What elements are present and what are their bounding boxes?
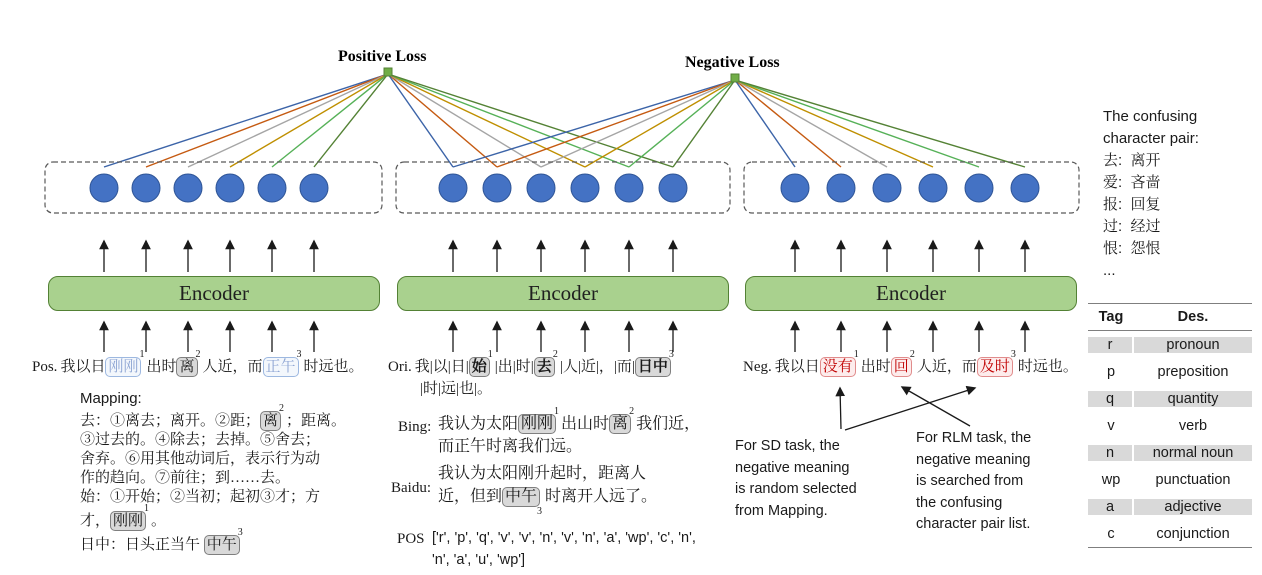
- seg: |出|时|: [494, 359, 534, 375]
- negative-loss-label: Negative Loss: [685, 54, 780, 71]
- ori-label: Ori.: [388, 359, 412, 375]
- embedding-circles: [90, 174, 1039, 202]
- sd-note-line: negative meaning: [735, 459, 850, 476]
- ori-token-1: [469, 357, 490, 377]
- seg: 中午: [206, 537, 237, 553]
- tag-cell: n: [1088, 445, 1134, 461]
- seg: 中午: [505, 488, 538, 505]
- seg: 人近，而: [916, 359, 977, 375]
- rlm-note: [916, 428, 1031, 536]
- rlm-note-line: character pair list.: [916, 516, 1031, 532]
- encoder-middle: Encoder: [397, 276, 729, 311]
- pos-tags-text: [432, 527, 696, 571]
- encoder-input-arrows: [104, 322, 1025, 352]
- seg: 出时: [860, 359, 891, 375]
- mapping-token-ganggang: [110, 511, 146, 531]
- neg-token-1: [820, 357, 856, 377]
- rlm-note-line: negative meaning: [916, 451, 1031, 468]
- table-row: [1088, 520, 1252, 547]
- ori-token-3: [635, 357, 671, 377]
- seg: 刚刚: [521, 415, 554, 433]
- rlm-note-line: is searched from: [916, 473, 1024, 489]
- seg: 时远也。: [1017, 359, 1078, 375]
- mapping-line: [80, 527, 390, 555]
- seg: 去：①离去；离开。②距；: [80, 413, 261, 429]
- seg: 我以日: [774, 359, 820, 375]
- positive-loss-lines: [104, 74, 673, 167]
- seg: 才，: [80, 513, 111, 529]
- pos-tags-label: POS: [397, 531, 425, 547]
- marker-2: 2: [552, 349, 558, 360]
- note-arrows: [840, 387, 975, 430]
- marker-1: 1: [487, 349, 493, 360]
- encoder-left: Encoder: [48, 276, 380, 311]
- seg: ；距离。: [286, 413, 347, 429]
- seg: 没有: [822, 359, 853, 375]
- seg: 我|以|日|: [414, 359, 469, 375]
- seg: |人|近|，|而|: [559, 359, 635, 375]
- mapping-title: Mapping:: [80, 390, 142, 407]
- seg: 近，但到: [438, 488, 503, 505]
- tag-cell: r: [1088, 337, 1134, 353]
- sd-note: [735, 436, 857, 522]
- table-row: [1088, 358, 1252, 385]
- sd-note-line: is random selected: [735, 481, 857, 497]
- tag-cell: v: [1107, 417, 1115, 434]
- seg: 去: [536, 359, 552, 375]
- confusing-title: character pair:: [1103, 130, 1199, 147]
- pos-token-2: [176, 357, 197, 377]
- des-cell: pronoun: [1134, 337, 1252, 353]
- table-row: [1088, 412, 1252, 439]
- bing-text: [438, 408, 700, 458]
- marker-1: 1: [853, 349, 859, 360]
- pos-line1: ['r', 'p', 'q', 'v', 'v', 'n', 'v', 'n', 'a', 'wp', 'c', 'n',: [432, 530, 696, 546]
- marker-3: 3: [1010, 349, 1016, 360]
- seg: 日中: [637, 359, 668, 375]
- mapping-line: ③过去的。④除去；去掉。⑤舍去；: [80, 432, 321, 448]
- negative-loss-node: [731, 74, 739, 82]
- pos-tag-table: [1088, 303, 1252, 548]
- neg-sentence: [743, 349, 1078, 377]
- positive-loss-label: Positive Loss: [338, 48, 427, 65]
- baidu-label: Baidu:: [391, 480, 431, 496]
- seg: 我们近，: [636, 415, 701, 433]
- tag-cell: p: [1106, 363, 1116, 380]
- confusing-title: The confusing: [1103, 108, 1198, 125]
- ori-line2: |时|远|也|。: [420, 381, 493, 397]
- confusing-pair: 恨: 怨恨: [1103, 240, 1161, 257]
- baidu-text: [438, 462, 658, 518]
- des-cell: conjunction: [1156, 525, 1230, 542]
- marker-1: 1: [139, 349, 145, 360]
- table-row: [1088, 493, 1252, 520]
- ori-sentence: [388, 349, 676, 398]
- table-row: [1088, 466, 1252, 493]
- encoder-output-arrows: [104, 241, 1025, 272]
- pos-label: Pos.: [32, 359, 58, 375]
- marker-1: 1: [144, 503, 150, 514]
- table-row: [1088, 331, 1252, 358]
- sd-note-line: For SD task, the: [735, 438, 840, 454]
- neg-token-2: [891, 357, 912, 377]
- mapping-line: 始：①开始；②当初；起初③才；方: [80, 489, 321, 505]
- seg: 我认为太阳: [438, 415, 519, 433]
- neg-token-3: [977, 357, 1013, 377]
- bing-token-2: [609, 414, 631, 434]
- bing-line1: [438, 408, 700, 435]
- mapping-block: [80, 390, 390, 555]
- marker-3: 3: [237, 527, 243, 538]
- des-cell: quantity: [1134, 391, 1252, 407]
- table-header-des: Des.: [1177, 309, 1209, 325]
- seg: 回: [893, 359, 909, 375]
- baidu-line2: [438, 485, 658, 518]
- seg: 离: [179, 359, 195, 375]
- encoder-right: Encoder: [745, 276, 1077, 311]
- mapping-line: 舍弃。⑥用其他动词后，表示行为动: [80, 451, 321, 467]
- rlm-note-line: For RLM task, the: [916, 430, 1032, 446]
- table-header-tag: Tag: [1098, 309, 1124, 325]
- table-row: [1088, 439, 1252, 466]
- des-cell: verb: [1178, 417, 1208, 434]
- seg: 及时: [979, 359, 1010, 375]
- des-cell: adjective: [1134, 499, 1252, 515]
- tag-cell: c: [1107, 525, 1115, 542]
- pos-token-3: [263, 357, 299, 377]
- confusing-pair: 过: 经过: [1103, 218, 1161, 235]
- des-cell: preposition: [1157, 363, 1229, 380]
- seg: 时离开人远了。: [545, 488, 658, 505]
- des-cell: punctuation: [1155, 471, 1231, 488]
- seg: 刚刚: [113, 513, 144, 529]
- tag-cell: a: [1088, 499, 1134, 515]
- sd-note-line: from Mapping.: [735, 502, 828, 519]
- seg: 日中：日头正当午: [80, 537, 204, 553]
- seg: 出山时: [561, 415, 610, 433]
- marker-3: 3: [296, 349, 302, 360]
- seg: 始: [471, 359, 487, 375]
- des-cell: normal noun: [1134, 445, 1252, 461]
- table-row: [1088, 385, 1252, 412]
- marker-2: 2: [279, 403, 285, 414]
- pos-line2: 'n', 'a', 'u', 'wp']: [432, 552, 526, 568]
- marker-2: 2: [195, 349, 201, 360]
- marker-2: 2: [909, 349, 915, 360]
- confusing-pair: 爱: 吝啬: [1103, 174, 1161, 191]
- seg: 正午: [265, 359, 296, 375]
- mapping-line: [80, 503, 390, 531]
- mapping-line: 作的趋向。⑦前往；到……去。: [80, 470, 291, 486]
- seg: 离: [612, 415, 629, 433]
- marker-1: 1: [554, 406, 560, 417]
- marker-3: 3: [668, 349, 674, 360]
- confusing-more: ...: [1103, 262, 1116, 279]
- neg-label: Neg.: [743, 359, 772, 375]
- tag-cell: q: [1088, 391, 1134, 407]
- confusing-pair: 报: 回复: [1103, 196, 1161, 213]
- seg: 刚刚: [108, 359, 139, 375]
- baidu-line1: 我认为太阳刚升起时，距离人: [438, 465, 647, 482]
- marker-2: 2: [629, 406, 635, 417]
- mapping-token-li: [260, 411, 281, 431]
- mapping-line: [80, 403, 390, 431]
- seg: 时远也。: [303, 359, 364, 375]
- positive-loss-node: [384, 68, 392, 76]
- table-header-row: [1088, 304, 1252, 331]
- tag-cell: wp: [1101, 471, 1121, 488]
- seg: 。: [151, 513, 167, 529]
- baidu-token-1: [502, 487, 540, 507]
- seg: 人近，而: [202, 359, 263, 375]
- bing-line2: 而正午时离我们远。: [438, 438, 583, 456]
- confusing-pair: 去: 离开: [1103, 152, 1161, 169]
- mapping-token-zhongwu: [204, 535, 240, 555]
- seg: 出时: [146, 359, 177, 375]
- rlm-note-line: the confusing: [916, 494, 1003, 511]
- marker-3: 3: [537, 506, 543, 518]
- ori-token-2: [534, 357, 555, 377]
- confusing-pair-list: [1103, 106, 1199, 282]
- seg: 我以日: [60, 359, 106, 375]
- seg: 离: [263, 413, 279, 429]
- bing-token-1: [518, 414, 556, 434]
- pos-sentence: [32, 349, 364, 377]
- pos-token-1: [105, 357, 141, 377]
- bing-label: Bing:: [398, 419, 432, 435]
